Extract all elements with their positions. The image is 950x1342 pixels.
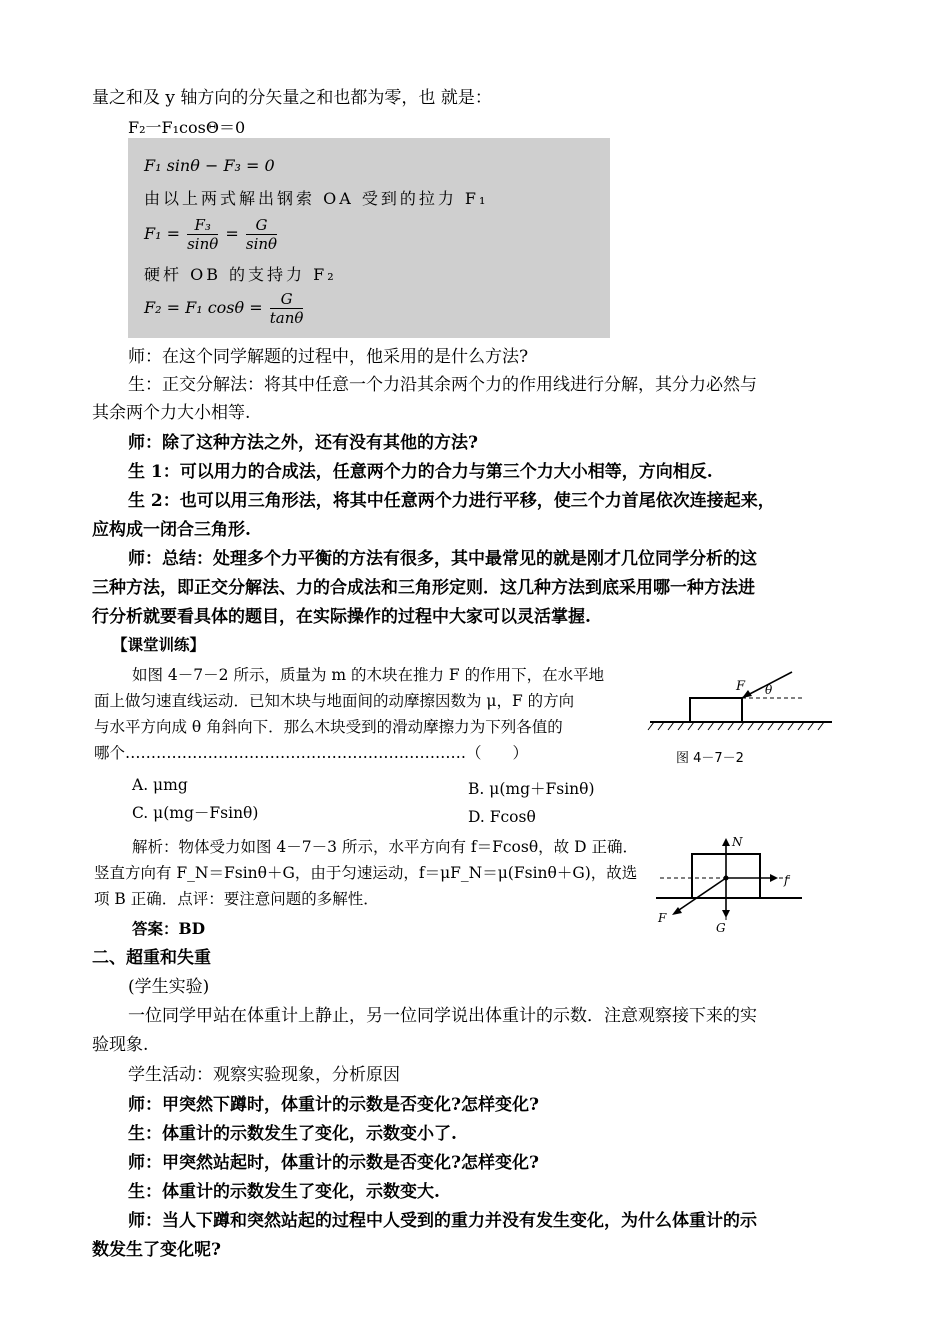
formula-line-4: 硬杆 OB 的支持力 F₂	[144, 265, 337, 284]
paragraph: 验现象.	[92, 1035, 149, 1055]
dialog-line: 生：正交分解法：将其中任意一个力沿其余两个力的作用线进行分解，其分力必然与	[128, 375, 757, 395]
question-line: 面上做匀速直线运动．已知木块与地面间的动摩擦因数为 μ，F 的方向	[94, 692, 575, 710]
dialog-line: 生：体重计的示数发生了变化，示数变小了.	[128, 1124, 457, 1144]
label-N: N	[732, 835, 743, 849]
paragraph: 学生活动：观察实验现象，分析原因	[128, 1065, 400, 1085]
fraction: $\frac{\text{F₃}}{\sin\theta}$	[187, 216, 219, 253]
dialog-line: 师：甲突然下蹲时，体重计的示数是否变化?怎样变化?	[128, 1095, 539, 1115]
option-d: D. Fcosθ	[468, 808, 536, 826]
question-line: 与水平方向成 θ 角斜向下．那么木块受到的滑动摩擦力为下列各值的	[94, 718, 563, 736]
label-F: F	[658, 911, 667, 925]
formula-line-5	[144, 290, 305, 327]
dialog-line: 生 1：可以用力的合成法，任意两个力的合力与第三个力大小相等，方向相反.	[128, 462, 713, 482]
option-c: C. μ(mg－Fsinθ)	[132, 804, 259, 822]
intro-equation: F₂一F₁cosΘ＝0	[128, 118, 246, 137]
dialog-line: 其余两个力大小相等.	[92, 403, 251, 423]
ground-hatch	[648, 722, 824, 730]
arrowhead	[722, 838, 730, 846]
dialog-line: 师：除了这种方法之外，还有没有其他的方法?	[128, 433, 478, 453]
figure-caption: 图 4－7－2	[676, 751, 744, 766]
dialog-line: 师：总结：处理多个力平衡的方法有很多，其中最常见的就是刚才几位同学分析的这	[128, 549, 757, 569]
arrowhead	[722, 910, 730, 918]
formula-line-3	[144, 216, 279, 253]
fraction: $\frac{G}{\tan\theta}$	[269, 290, 304, 327]
exercise-block	[92, 630, 862, 940]
formula-line-1: F₁ sinθ − F₃ = 0	[144, 156, 275, 175]
question-line: 哪个…………………………………………………………（ ）	[94, 744, 529, 762]
dialog-line: 师：当人下蹲和突然站起的过程中人受到的重力并没有发生变化，为什么体重计的示	[128, 1211, 757, 1231]
formula-lhs: F₁ =	[144, 224, 181, 243]
dialog-line: 数发生了变化呢?	[92, 1240, 221, 1260]
fraction: $\frac{G}{\sin\theta}$	[245, 216, 278, 253]
dialog-line: 生：体重计的示数发生了变化，示数变大.	[128, 1182, 440, 1202]
intro-line: 量之和及 y 轴方向的分矢量之和也都为零，也 就是：	[92, 88, 492, 108]
dialog-line: 生 2：也可以用三角形法，将其中任意两个力进行平移，使三个力首尾依次连接起来，	[128, 491, 775, 511]
label-theta: θ	[765, 683, 773, 697]
equals-sign: =	[225, 224, 239, 243]
dialog-line: 三种方法，即正交分解法、力的合成法和三角形定则．这几种方法到底采用哪一种方法进	[92, 578, 755, 598]
figure-4-7-3	[652, 834, 812, 934]
exercise-header: 【课堂训练】	[112, 635, 206, 654]
arrowhead	[770, 874, 778, 882]
formula-lhs: F₂ = F₁ cosθ =	[144, 298, 263, 317]
dialog-line: 应构成一闭合三角形.	[92, 520, 251, 540]
label-G: G	[716, 921, 726, 934]
solution-line: 竖直方向有 F_N＝Fsinθ＋G，由于匀速运动，f＝μF_N＝μ(Fsinθ＋G)，故选	[94, 864, 638, 882]
option-b: B. μ(mg＋Fsinθ)	[468, 780, 595, 798]
solution-line: 项 B 正确．点评：要注意问题的多解性．	[94, 890, 379, 908]
option-a: A. μmg	[132, 776, 188, 794]
paragraph: 一位同学甲站在体重计上静止，另一位同学说出体重计的示数．注意观察接下来的实	[128, 1006, 757, 1026]
section-title: 二、超重和失重	[92, 948, 211, 968]
dialog-line: 师：甲突然站起时，体重计的示数是否变化?怎样变化?	[128, 1153, 539, 1173]
dialog-line: 师：在这个同学解题的过程中，他采用的是什么方法?	[128, 347, 529, 367]
label-F: F	[736, 679, 746, 694]
label-f: f	[784, 873, 789, 887]
answer: 答案：BD	[132, 919, 206, 938]
block	[690, 698, 742, 722]
formula-box	[128, 138, 610, 338]
dialog-line: 行分析就要看具体的题目，在实际操作的过程中大家可以灵活掌握.	[92, 607, 591, 627]
figure-4-7-2	[644, 666, 844, 776]
question-line: 如图 4－7－2 所示，质量为 m 的木块在推力 F 的作用下，在水平地	[132, 666, 605, 684]
formula-line-2: 由以上两式解出钢索 OA 受到的拉力 F₁	[144, 189, 489, 208]
section-subtitle: (学生实验)	[128, 977, 210, 997]
solution-line: 解析：物体受力如图 4－7－3 所示，水平方向有 f＝Fcosθ，故 D 正确．	[132, 838, 638, 856]
